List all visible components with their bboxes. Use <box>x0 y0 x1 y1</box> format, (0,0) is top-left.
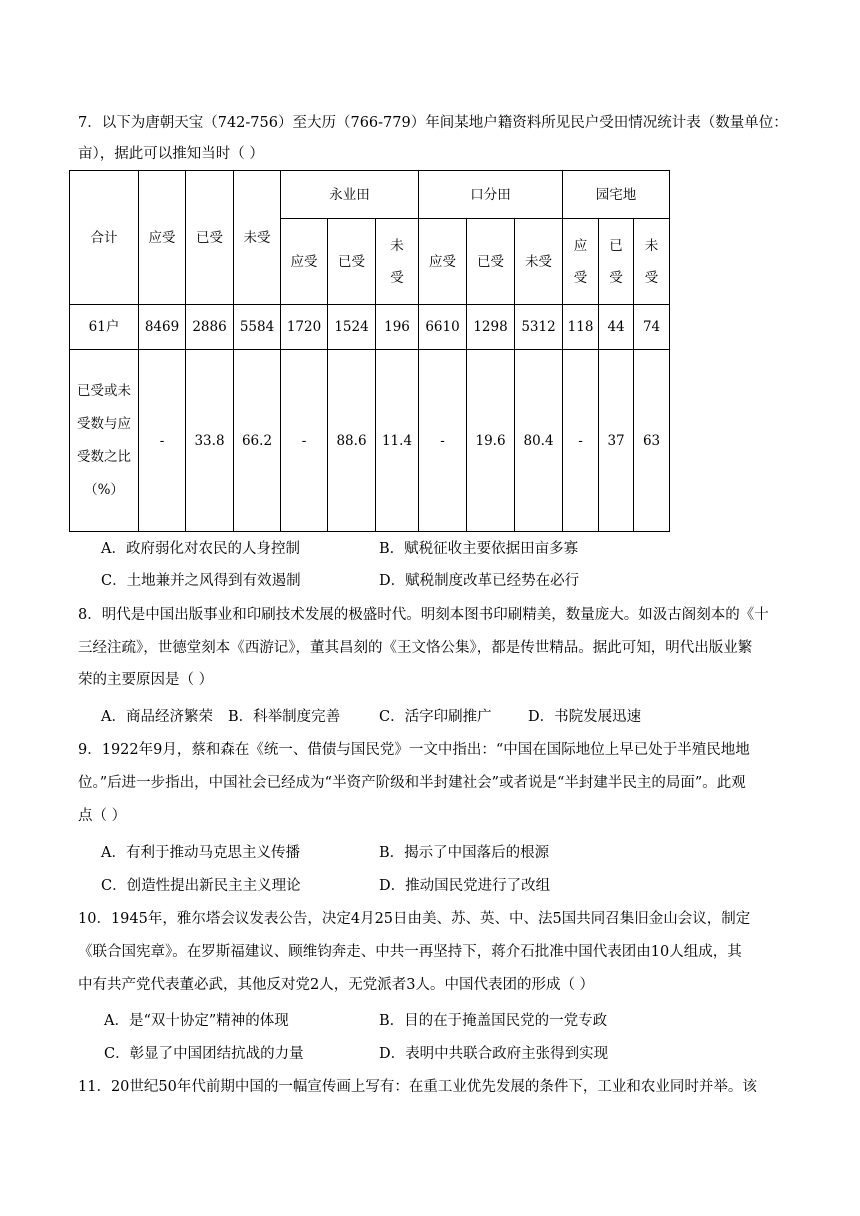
table-cell: 33.8 <box>186 350 234 532</box>
table-cell: - <box>281 350 328 532</box>
subheader-yongye-not-cell <box>376 219 419 305</box>
table-cell: - <box>563 350 599 532</box>
subheader-yuanzhai-not: 未受 <box>644 237 659 286</box>
question-7-option-a: A．政府弱化对农民的人身控制 <box>101 541 300 557</box>
table-row-households <box>70 305 670 350</box>
table-cell: 88.6 <box>328 350 376 532</box>
table-cell: 19.6 <box>467 350 515 532</box>
header-yongye-field: 永业田 <box>281 171 419 219</box>
subheader-yongye-should: 应受 <box>281 219 328 305</box>
subheader-yongye-received: 已受 <box>328 219 376 305</box>
question-8-stem-line-1: 8．明代是中国出版事业和印刷技术发展的极盛时代。明刻本图书印刷精美，数量庞大。如汲古阁刻本的《十 <box>78 607 769 623</box>
question-8-stem-line-3: 荣的主要原因是（ ） <box>78 672 214 688</box>
question-9-option-d: D．推动国民党进行了改组 <box>379 878 551 894</box>
header-koufen-field: 口分田 <box>419 171 563 219</box>
question-8-option-c: C．活字印刷推广 <box>379 709 492 725</box>
table-cell: 196 <box>376 305 419 350</box>
question-8-option-d: D．书院发展迅速 <box>528 709 642 725</box>
table-cell: - <box>419 350 467 532</box>
question-9-stem-line-3: 点（ ） <box>78 808 127 824</box>
question-10-stem-line-3: 中有共产党代表董必武，其他反对党2人，无党派者3人。中国代表团的形成（ ） <box>78 977 595 993</box>
header-yuanzhai-land: 园宅地 <box>563 171 670 219</box>
subheader-koufen-received: 已受 <box>467 219 515 305</box>
row-label-households: 61户 <box>70 305 139 350</box>
question-8-stem-line-2: 三经注疏》，世德堂刻本《西游记》，董其昌刻的《王文恪公集》，都是传世精品。据此可知，明代出版业繁 <box>78 640 753 656</box>
table-cell: 44 <box>599 305 634 350</box>
question-10-option-a: A．是“双十协定”精神的体现 <box>104 1013 289 1029</box>
table-cell: 2886 <box>186 305 234 350</box>
row-label-ratio-cell <box>70 350 139 532</box>
question-9-option-b: B．揭示了中国落后的根源 <box>379 845 550 861</box>
table-cell: 66.2 <box>234 350 281 532</box>
question-7-option-d: D．赋税制度改革已经势在必行 <box>379 573 580 589</box>
land-allocation-table <box>69 170 670 532</box>
table-cell: 1298 <box>467 305 515 350</box>
header-received: 已受 <box>186 171 234 305</box>
table-cell: - <box>139 350 186 532</box>
header-total: 合计 <box>70 171 139 305</box>
subheader-yuanzhai-not-cell <box>634 219 670 305</box>
table-cell: 1524 <box>328 305 376 350</box>
header-not-received: 未受 <box>234 171 281 305</box>
question-9-stem-line-2: 位。”后进一步指出，中国社会已经成为“半资产阶级和半封建社会”或者说是“半封建半民主的局面”。此观 <box>78 775 746 791</box>
question-8-option-b: B．科举制度完善 <box>228 709 341 725</box>
table-cell: 63 <box>634 350 670 532</box>
question-11-stem-line-1: 11．20世纪50年代前期中国的一幅宣传画上写有：在重工业优先发展的条件下，工业和农业同时并举。该 <box>78 1079 757 1095</box>
table-row-ratio <box>70 350 670 532</box>
question-7-stem-line-1: 7．以下为唐朝天宝（742-756）至大历（766-779）年间某地户籍资料所见民户受田情况统计表（数量单位： <box>78 115 788 131</box>
question-9-stem-line-1: 9．1922年9月，蔡和森在《统一、借债与国民党》一文中指出：“中国在国际地位上早已处于半殖民地地 <box>78 742 750 758</box>
question-9-option-a: A．有利于推动马克思主义传播 <box>101 845 300 861</box>
question-10-option-d: D．表明中共联合政府主张得到实现 <box>379 1046 609 1062</box>
table-cell: 74 <box>634 305 670 350</box>
table-cell: 118 <box>563 305 599 350</box>
subheader-yongye-not: 未受 <box>390 237 404 286</box>
question-9-option-c: C．创造性提出新民主主义理论 <box>101 878 301 894</box>
subheader-koufen-should: 应受 <box>419 219 467 305</box>
table-cell: 37 <box>599 350 634 532</box>
question-7-option-c: C．土地兼并之风得到有效遏制 <box>101 573 301 589</box>
subheader-yuanzhai-received-cell <box>599 219 634 305</box>
question-10-option-c: C．彰显了中国团结抗战的力量 <box>104 1046 304 1062</box>
question-8-option-a: A．商品经济繁荣 <box>101 709 213 725</box>
table-cell: 8469 <box>139 305 186 350</box>
row-label-ratio: 已受或未受数与应受数之比（%） <box>77 382 131 498</box>
table-cell: 11.4 <box>376 350 419 532</box>
question-10-stem-line-1: 10．1945年，雅尔塔会议发表公告，决定4月25日由美、苏、英、中、法5国共同召集旧金山会议，制定 <box>78 911 751 927</box>
question-10-option-b: B．目的在于掩盖国民党的一党专政 <box>379 1013 608 1029</box>
question-7-stem-line-2: 亩），据此可以推知当时（ ） <box>78 146 264 162</box>
subheader-yuanzhai-should-cell <box>563 219 599 305</box>
table-cell: 5312 <box>515 305 563 350</box>
subheader-yuanzhai-should: 应受 <box>573 237 588 286</box>
table-cell: 6610 <box>419 305 467 350</box>
question-10-stem-line-2: 《联合国宪章》。在罗斯福建议、顾维钧奔走、中共一再坚持下，蒋介石批准中国代表团由10人组成，其 <box>78 944 742 960</box>
subheader-koufen-not: 未受 <box>515 219 563 305</box>
table-cell: 1720 <box>281 305 328 350</box>
table-cell: 80.4 <box>515 350 563 532</box>
question-7-option-b: B．赋税征收主要依据田亩多寡 <box>379 541 579 557</box>
header-should-receive: 应受 <box>139 171 186 305</box>
table-cell: 5584 <box>234 305 281 350</box>
subheader-yuanzhai-received: 已受 <box>609 237 623 286</box>
